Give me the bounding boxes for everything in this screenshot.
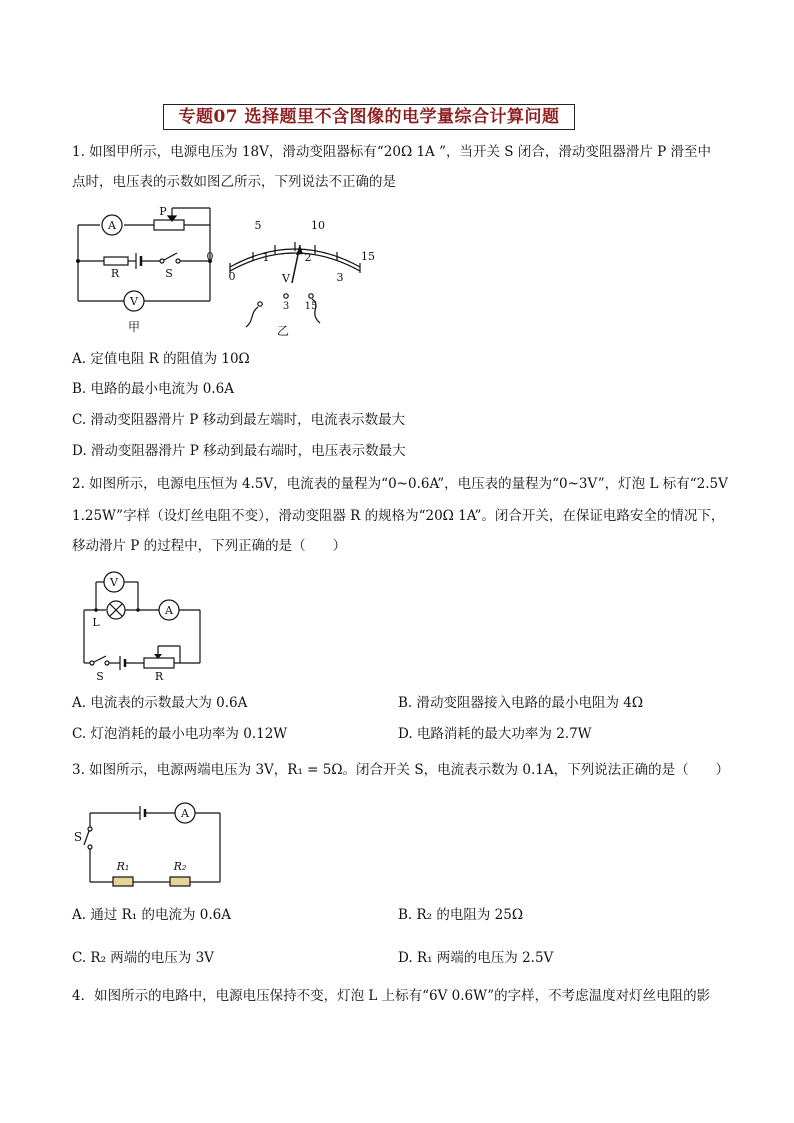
- q1-option-b[interactable]: B. 电路的最小电流为 0.6A: [72, 381, 235, 397]
- q3-circuit: [70, 795, 230, 895]
- dial-bottom-tick-2: 2: [304, 251, 312, 264]
- q2-circuit: [76, 568, 211, 683]
- page-title: 专题07 选择题里不含图像的电学量综合计算问题: [163, 104, 575, 130]
- q1-option-d[interactable]: D. 滑动变阻器滑片 P 移动到最右端时，电压表示数最大: [72, 443, 406, 459]
- dial-unit-label: V: [282, 272, 290, 285]
- dial-top-tick-15: 15: [361, 250, 375, 263]
- q3-r1-label: R₁: [116, 860, 130, 873]
- q2-ammeter-label: A: [165, 604, 173, 617]
- q3-stem-line1: 3. 如图所示，电源两端电压为 3V，R₁ = 5Ω。闭合开关 S，电流表示数为 0.1A，下列说法正确的是（ ）: [72, 762, 730, 778]
- q2-option-a[interactable]: A. 电流表的示数最大为 0.6A: [72, 695, 248, 711]
- dial-terminal-3: 3: [282, 301, 290, 312]
- q3-option-d[interactable]: D. R₁ 两端的电压为 2.5V: [398, 950, 554, 966]
- q1-stem-line1: 1. 如图甲所示，电源电压为 18V，滑动变阻器标有“20Ω 1A ”，当开关 S 闭合，滑动变阻器滑片 P 滑至中: [72, 144, 711, 160]
- resistor-R-symbol: [104, 257, 128, 265]
- q2-stem-line1: 2. 如图所示，电源电压恒为 4.5V，电流表的量程为“0~0.6A”，电压表的量程为“0~3V”，灯泡 L 标有“2.5V: [72, 476, 728, 492]
- q1-option-c[interactable]: C. 滑动变阻器滑片 P 移动到最左端时，电流表示数最大: [72, 412, 406, 428]
- q3-option-a[interactable]: A. 通过 R₁ 的电流为 0.6A: [72, 907, 232, 923]
- q2-option-d[interactable]: D. 电路消耗的最大功率为 2.7W: [398, 726, 592, 742]
- dial-bottom-tick-0: 0: [228, 270, 236, 283]
- q2-rheostat-symbol: [144, 658, 174, 668]
- q1-ammeter-label: A: [108, 219, 116, 232]
- dial-top-tick-5: 5: [254, 219, 262, 232]
- dial-top-tick-0: 0: [206, 250, 214, 263]
- q2-rheostat-label: R: [154, 670, 164, 683]
- q1-voltmeter-label: V: [130, 295, 138, 308]
- q3-ammeter-label: A: [181, 807, 189, 820]
- q3-r2-label: R₂: [173, 860, 187, 873]
- q1-resistor-label: R: [110, 267, 120, 280]
- q1-stem-line2: 点时，电压表的示数如图乙所示，下列说法不正确的是: [72, 174, 396, 190]
- q2-stem-line3: 移动滑片 P 的过程中，下列正确的是（ ）: [72, 538, 347, 554]
- q1-slider-label: P: [159, 205, 167, 218]
- q1-switch-label: S: [165, 267, 173, 280]
- q1-caption-yi: 乙: [276, 324, 290, 338]
- q2-option-c[interactable]: C. 灯泡消耗的最小电功率为 0.12W: [72, 726, 288, 742]
- q1-circuit-jia: [72, 203, 212, 338]
- dial-bottom-tick-3: 3: [336, 271, 344, 284]
- dial-terminal-15: 15: [304, 301, 318, 312]
- q2-option-b[interactable]: B. 滑动变阻器接入电路的最小电阻为 4Ω: [398, 695, 644, 711]
- dial-top-tick-10: 10: [311, 219, 325, 232]
- dial-bottom-tick-1: 1: [262, 251, 270, 264]
- resistor-R1-symbol: [113, 877, 133, 886]
- q2-stem-line2: 1.25W”字样（设灯丝电阻不变），滑动变阻器 R 的规格为“20Ω 1A”。闭合开关，在保证电路安全的情况下，: [72, 508, 725, 524]
- q3-switch-label: S: [73, 830, 83, 844]
- q2-voltmeter-label: V: [110, 576, 118, 589]
- rheostat-symbol: [154, 220, 184, 230]
- q3-option-c[interactable]: C. R₂ 两端的电压为 3V: [72, 950, 214, 966]
- q2-lamp-label: L: [92, 616, 100, 629]
- q1-caption-jia: 甲: [127, 320, 141, 334]
- q1-option-a[interactable]: A. 定值电阻 R 的阻值为 10Ω: [72, 351, 250, 367]
- q4-stem-line1: 4．如图所示的电路中，电源电压保持不变，灯泡 L 上标有“6V 0.6W”的字样，不考虑温度对灯丝电阻的影: [72, 988, 711, 1004]
- resistor-R2-symbol: [170, 877, 190, 886]
- q2-switch-label: S: [96, 670, 104, 683]
- q1-voltmeter-dial-yi: [200, 215, 385, 340]
- q3-option-b[interactable]: B. R₂ 的电阻为 25Ω: [398, 907, 524, 923]
